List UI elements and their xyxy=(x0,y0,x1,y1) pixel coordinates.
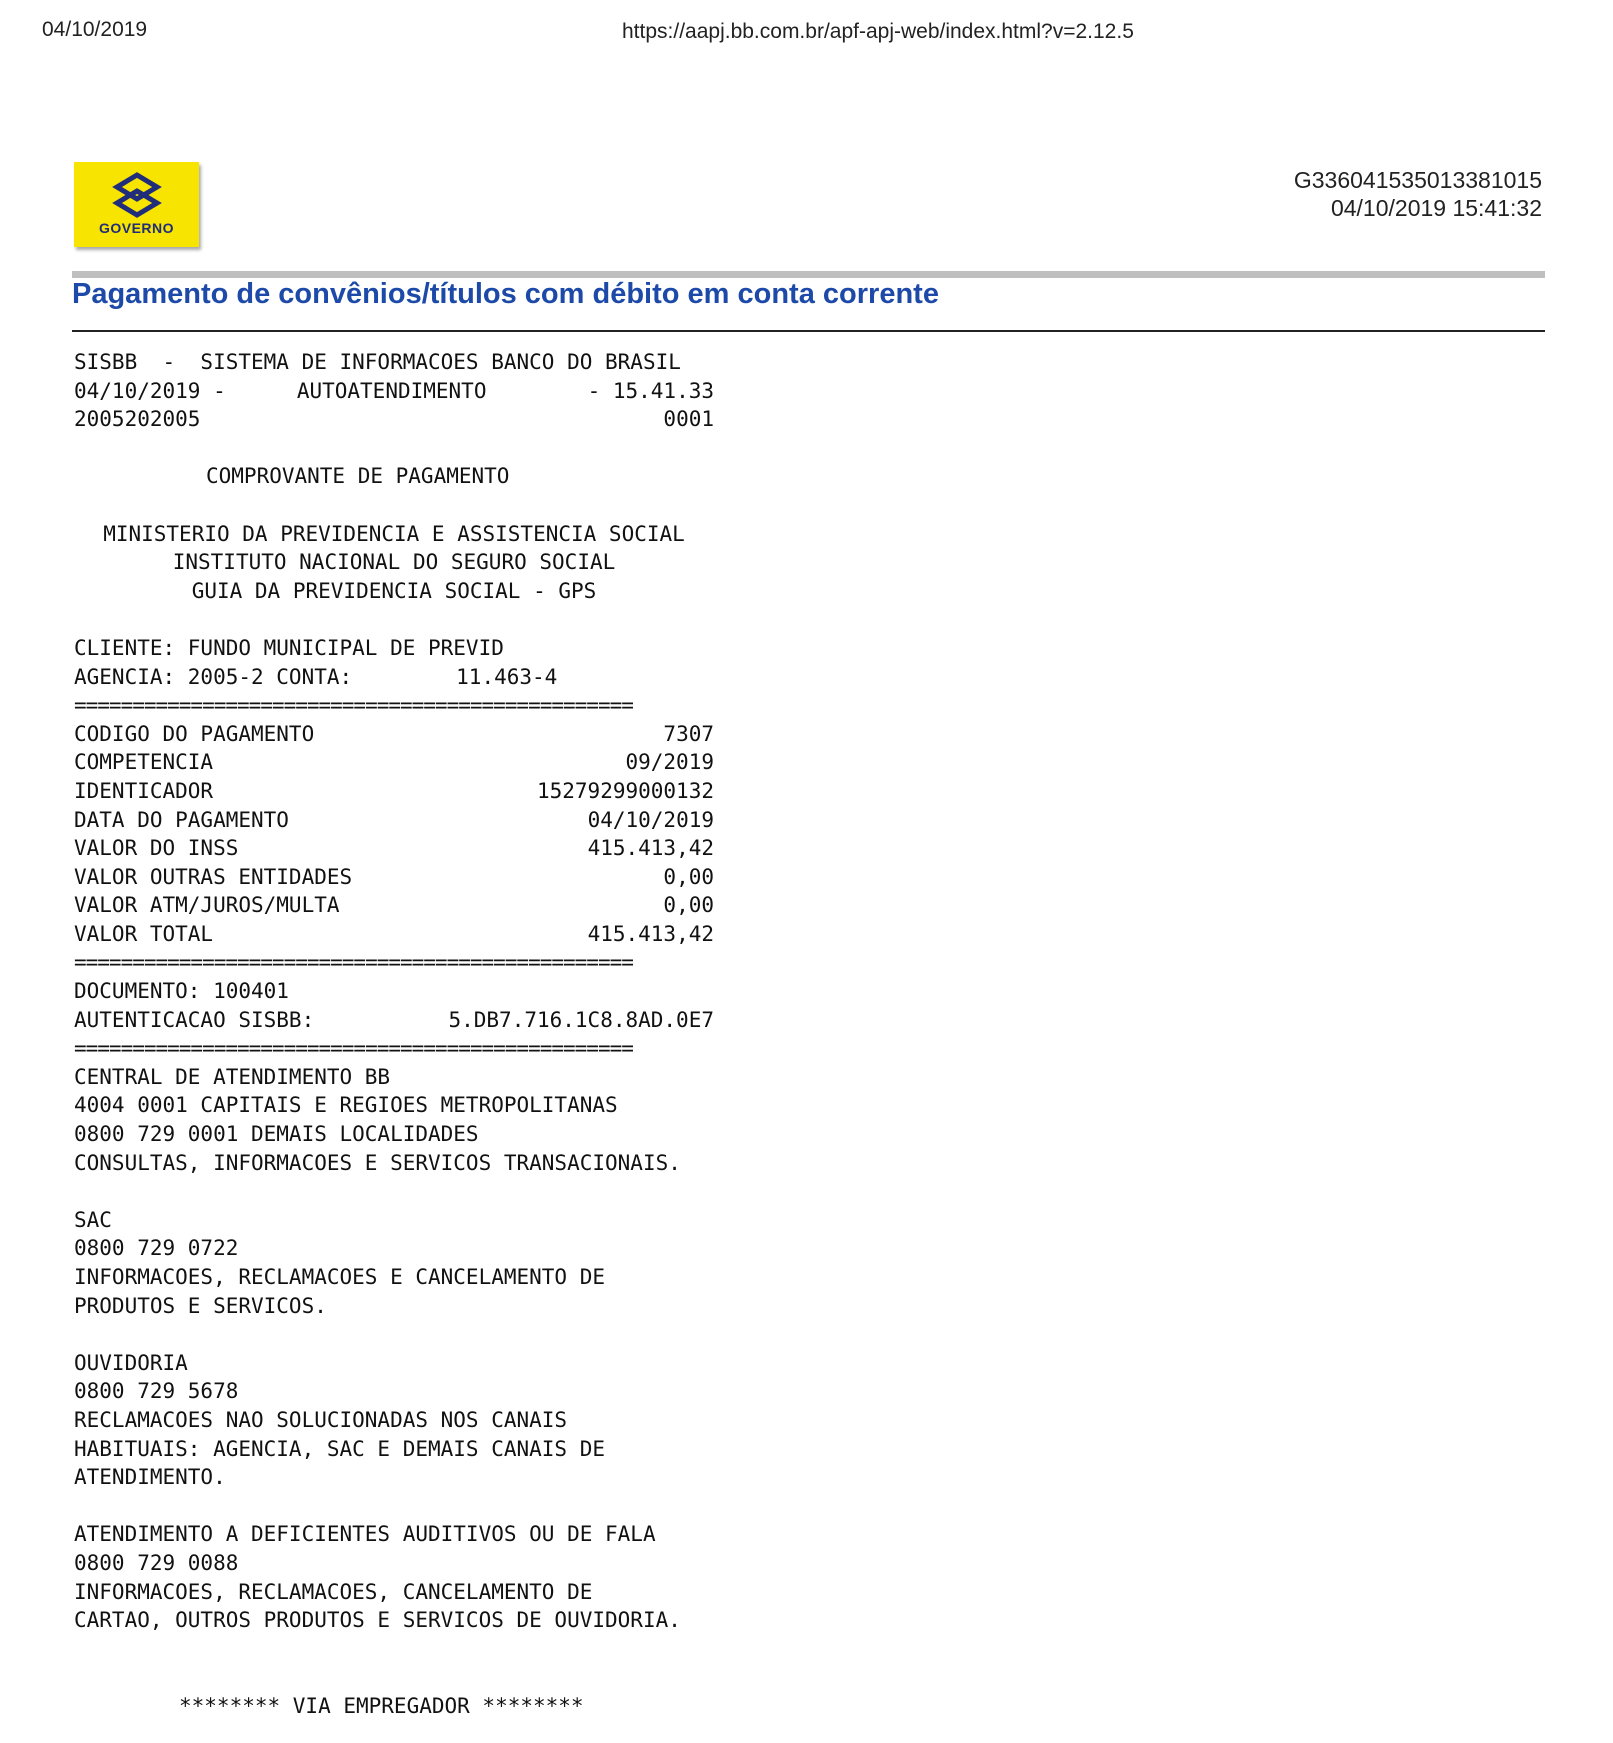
field-row xyxy=(74,777,714,806)
ouvidoria-line: 0800 729 5678 xyxy=(74,1379,239,1404)
field-value: 09/2019 xyxy=(625,750,714,775)
field-label: CODIGO DO PAGAMENTO xyxy=(74,721,315,746)
client-line: CLIENTE: FUNDO MUNICIPAL DE PREVID xyxy=(74,635,504,660)
central-line: 0800 729 0001 DEMAIS LOCALIDADES xyxy=(74,1122,479,1147)
deficientes-line: ATENDIMENTO A DEFICIENTES AUDITIVOS OU DE FALA xyxy=(74,1522,656,1547)
document-meta xyxy=(1294,166,1542,222)
field-value: 415.413,42 xyxy=(587,836,714,861)
field-label: VALOR ATM/JUROS/MULTA xyxy=(74,893,340,918)
sac-line: SAC xyxy=(74,1207,112,1232)
field-label: VALOR TOTAL xyxy=(74,921,214,946)
org-line: INSTITUTO NACIONAL DO SEGURO SOCIAL xyxy=(172,550,616,575)
bb-logo-icon xyxy=(112,172,162,218)
field-value: 415.413,42 xyxy=(587,921,714,946)
bb-governo-logo xyxy=(74,162,199,247)
ouvidoria-line: HABITUAIS: AGENCIA, SAC E DEMAIS CANAIS DE xyxy=(74,1436,606,1461)
sac-line: 0800 729 0722 xyxy=(74,1236,239,1261)
separator: ================================================ xyxy=(74,950,633,975)
field-row xyxy=(74,891,714,920)
deficientes-line: CARTAO, OUTROS PRODUTOS E SERVICOS DE OUVIDORIA. xyxy=(74,1608,681,1633)
field-value: 7307 xyxy=(663,721,714,746)
field-label: DATA DO PAGAMENTO xyxy=(74,807,289,832)
sac-line: PRODUTOS E SERVICOS. xyxy=(74,1293,327,1318)
receipt-seq: 0001 xyxy=(663,407,714,432)
header-band xyxy=(72,271,1545,278)
auth-label: AUTENTICACAO SISBB: xyxy=(74,1007,315,1032)
deficientes-line: INFORMACOES, RECLAMACOES, CANCELAMENTO DE xyxy=(74,1579,593,1604)
field-value: 0,00 xyxy=(663,864,714,889)
receipt-title: COMPROVANTE DE PAGAMENTO xyxy=(206,464,510,489)
receipt-terminal: 2005202005 xyxy=(74,407,201,432)
terminal-line xyxy=(74,405,714,434)
title-divider xyxy=(72,330,1545,332)
receipt-date: 04/10/2019 - xyxy=(74,378,226,403)
agency-line xyxy=(74,663,714,692)
print-date: 04/10/2019 xyxy=(42,18,148,41)
field-row xyxy=(74,920,714,949)
ouvidoria-line: ATENDIMENTO. xyxy=(74,1465,226,1490)
auth-line xyxy=(74,1006,714,1035)
field-label: IDENTICADOR xyxy=(74,778,214,803)
field-row xyxy=(74,720,714,749)
receipt-time: - 15.41.33 xyxy=(587,378,714,403)
org-line: MINISTERIO DA PREVIDENCIA E ASSISTENCIA SOCIAL xyxy=(103,521,685,546)
field-value: 04/10/2019 xyxy=(587,807,714,832)
field-value: 0,00 xyxy=(663,893,714,918)
document-code: G336041535013381015 xyxy=(1293,167,1542,193)
sac-line: INFORMACOES, RECLAMACOES E CANCELAMENTO DE xyxy=(74,1265,606,1289)
print-url: https://aapj.bb.com.br/apf-apj-web/index.html?v=2.12.5 xyxy=(622,20,1134,43)
account-number: 11.463-4 xyxy=(456,664,558,689)
ouvidoria-line: RECLAMACOES NAO SOLUCIONADAS NOS CANAIS xyxy=(74,1407,568,1432)
field-label: VALOR DO INSS xyxy=(74,836,239,861)
document-datetime: 04/10/2019 15:41:32 xyxy=(1330,195,1542,221)
separator: ================================================ xyxy=(74,1036,633,1061)
central-line: CONSULTAS, INFORMACOES E SERVICOS TRANSACIONAIS. xyxy=(74,1150,681,1175)
auth-value: 5.DB7.716.1C8.8AD.0E7 xyxy=(448,1007,714,1032)
org-line: GUIA DA PREVIDENCIA SOCIAL - GPS xyxy=(191,578,597,603)
page-title: Pagamento de convênios/títulos com débito em conta corrente xyxy=(72,278,939,310)
agency-label: AGENCIA: 2005-2 CONTA: xyxy=(74,664,353,689)
field-row xyxy=(74,834,714,863)
receipt-channel: AUTOATENDIMENTO xyxy=(296,378,487,403)
payment-receipt xyxy=(74,348,714,1721)
system-line: SISBB - SISTEMA DE INFORMACOES BANCO DO BRASIL xyxy=(74,350,681,374)
central-line: CENTRAL DE ATENDIMENTO BB xyxy=(74,1064,391,1089)
logo-text: GOVERNO xyxy=(98,220,175,236)
field-row xyxy=(74,806,714,835)
field-row xyxy=(74,748,714,777)
central-line: 4004 0001 CAPITAIS E REGIOES METROPOLITANAS xyxy=(74,1093,618,1118)
field-row xyxy=(74,863,714,892)
separator: ================================================ xyxy=(74,693,633,718)
datetime-line xyxy=(74,377,714,406)
via-empregador: ******** VIA EMPREGADOR ******** xyxy=(179,1693,584,1718)
deficientes-line: 0800 729 0088 xyxy=(74,1550,239,1575)
field-value: 15279299000132 xyxy=(536,778,714,803)
field-label: VALOR OUTRAS ENTIDADES xyxy=(74,864,353,889)
field-label: COMPETENCIA xyxy=(74,750,214,775)
document-line: DOCUMENTO: 100401 xyxy=(74,979,289,1004)
ouvidoria-line: OUVIDORIA xyxy=(74,1350,188,1375)
